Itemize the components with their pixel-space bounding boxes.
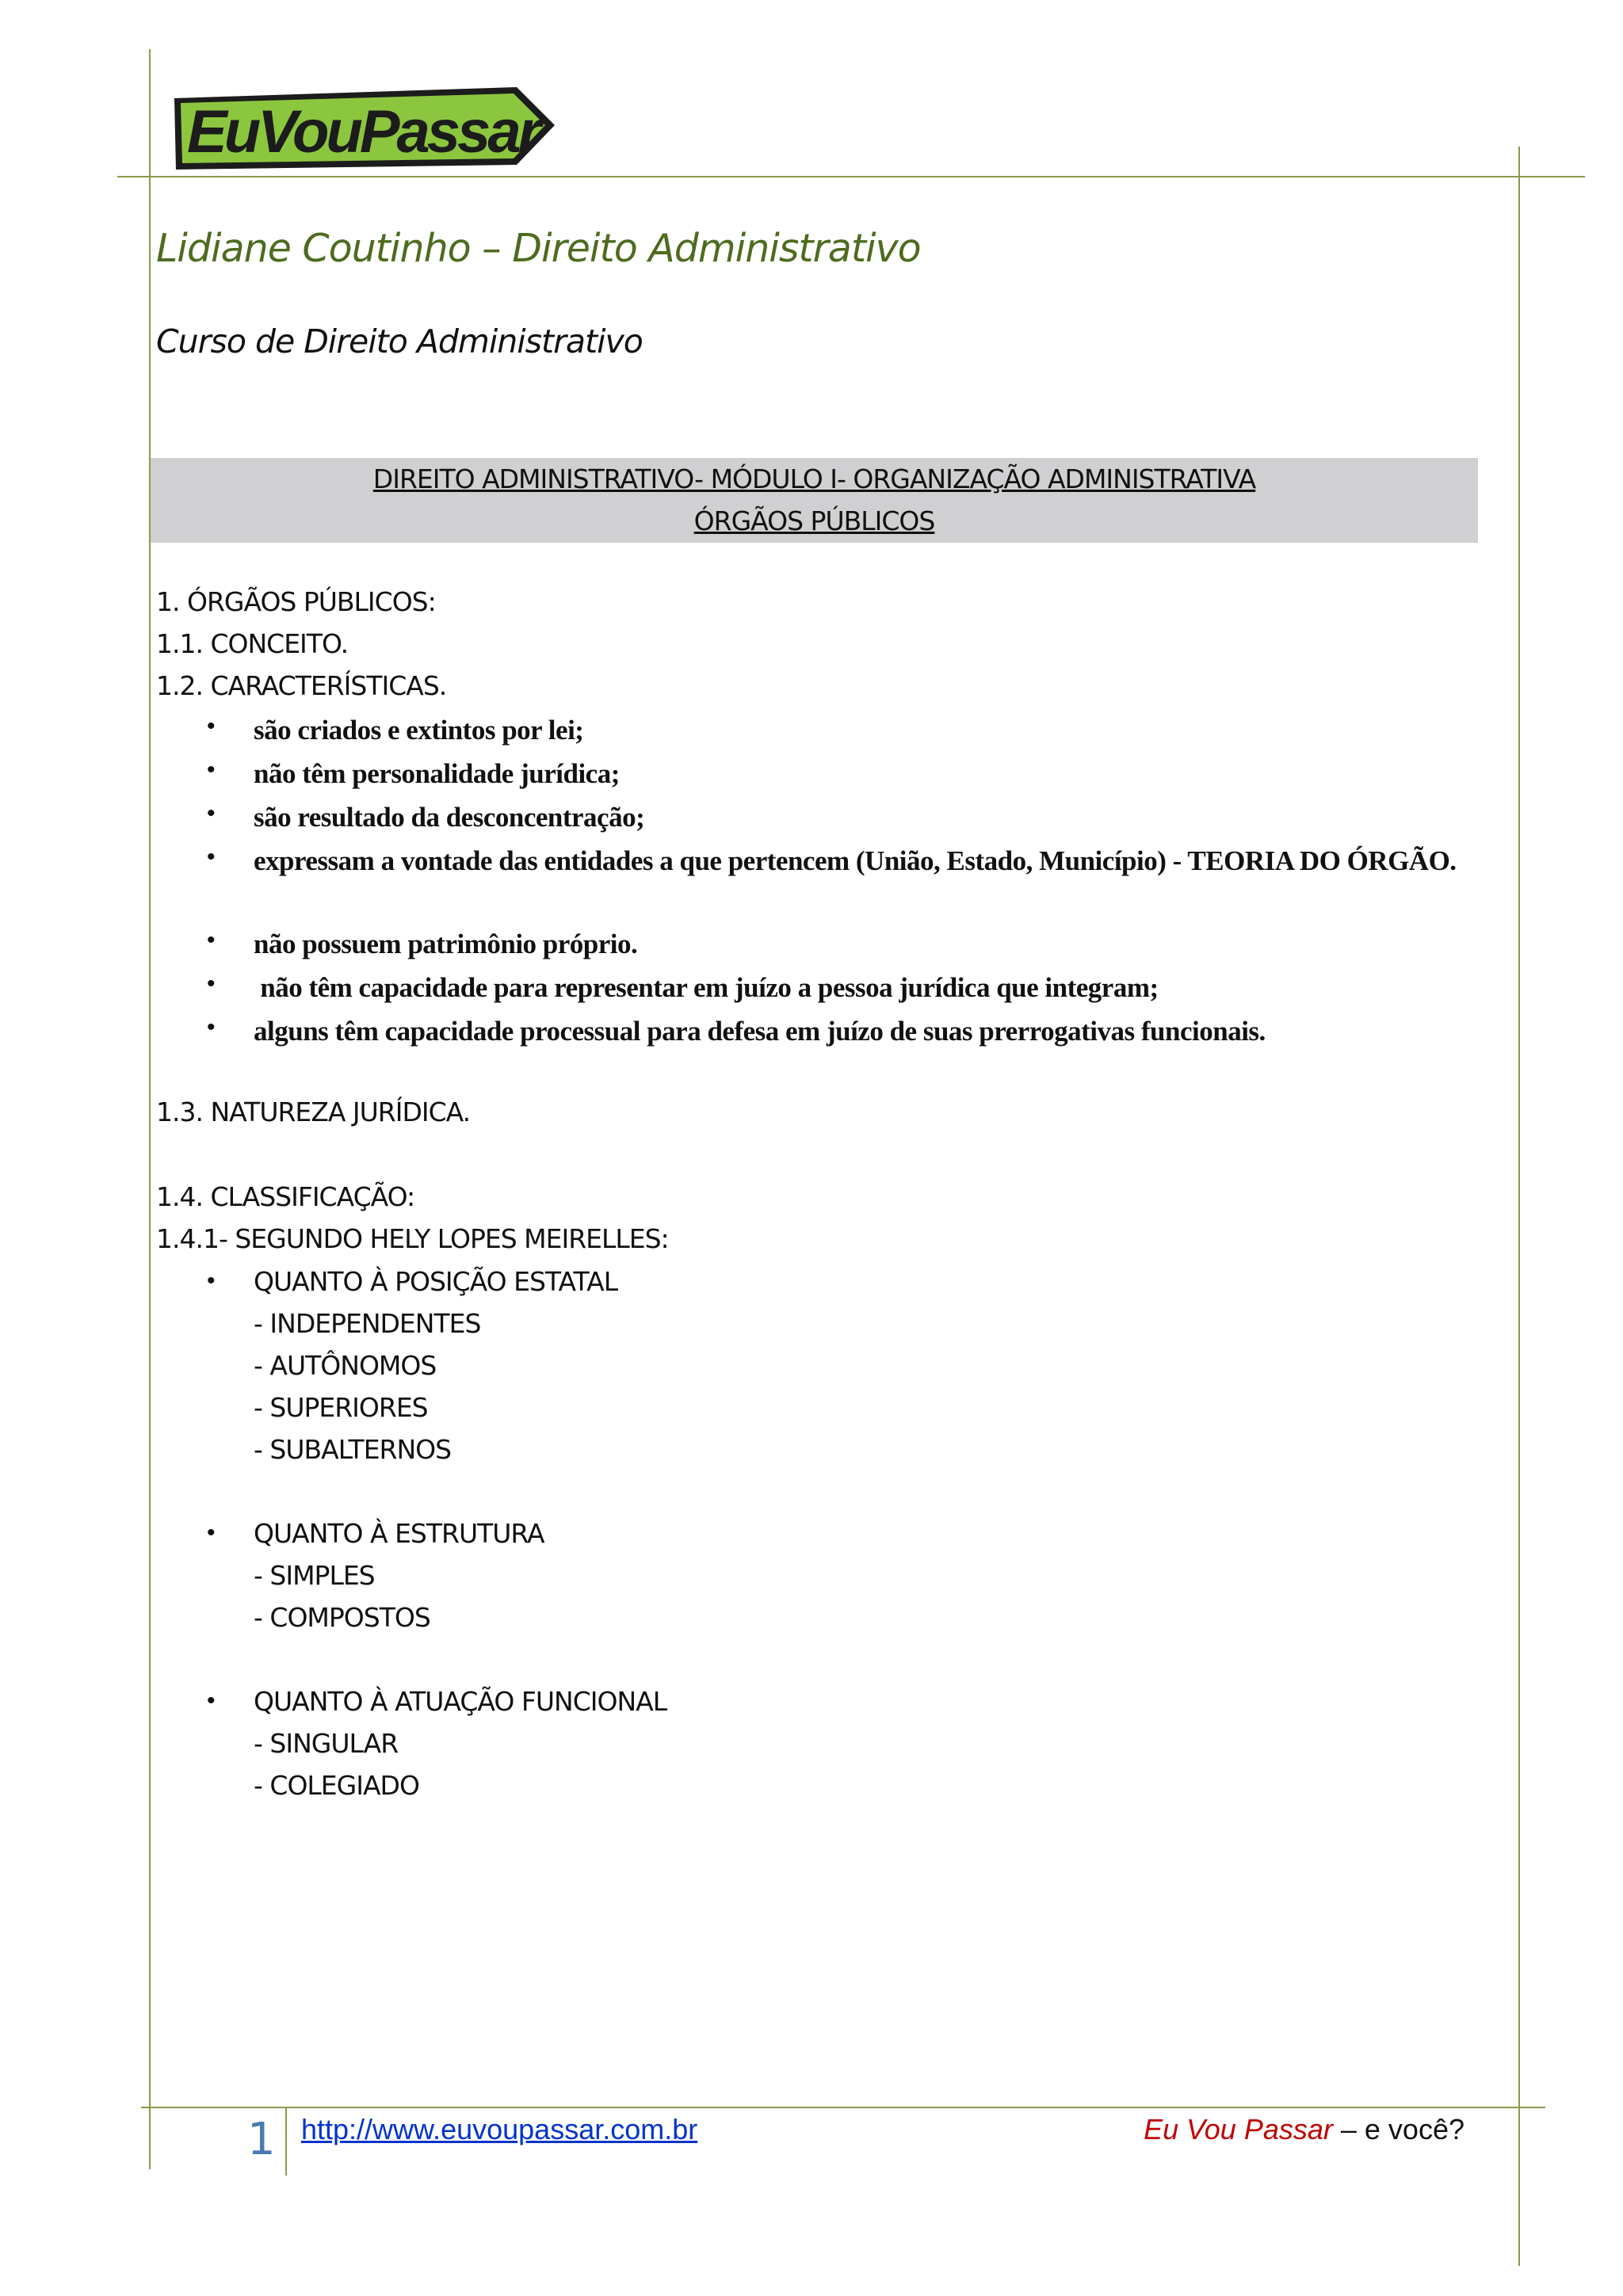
- characteristic-item: são resultado da desconcentração;: [254, 802, 645, 833]
- section-1-2-heading: 1.2. CARACTERÍSTICAS.: [156, 670, 447, 701]
- page-number: 1: [247, 2114, 276, 2165]
- bullet-icon: •: [207, 971, 216, 997]
- classification-item: - SUBALTERNOS: [254, 1434, 452, 1465]
- footer-rule: [141, 2107, 1545, 2108]
- section-1-4-heading: 1.4. CLASSIFICAÇÃO:: [156, 1181, 415, 1212]
- characteristic-item: são criados e extintos por lei;: [254, 715, 584, 746]
- footer-brand: Eu Vou Passar: [1144, 2113, 1333, 2145]
- eu-vou-passar-logo: [168, 76, 564, 179]
- module-banner: [151, 458, 1478, 543]
- classification-item: - SIMPLES: [254, 1560, 375, 1591]
- bullet-icon: •: [207, 1520, 216, 1546]
- classification-heading: QUANTO À ESTRUTURA: [254, 1518, 544, 1549]
- bullet-icon: •: [207, 1014, 216, 1040]
- bullet-icon: •: [207, 1268, 216, 1294]
- bullet-icon: •: [207, 1688, 216, 1714]
- footer-tagline: [1144, 2113, 1465, 2146]
- classification-heading: QUANTO À ATUAÇÃO FUNCIONAL: [254, 1686, 667, 1717]
- bullet-icon: •: [207, 844, 216, 870]
- section-1-heading: 1. ÓRGÃOS PÚBLICOS:: [156, 586, 436, 617]
- characteristic-item: alguns têm capacidade processual para defesa em juízo de suas prerrogativas funcionais.: [254, 1016, 1266, 1047]
- course-title: Curso de Direito Administrativo: [156, 322, 643, 360]
- bullet-icon: •: [207, 713, 216, 739]
- banner-line-1: DIREITO ADMINISTRATIVO- MÓDULO I- ORGANIZAÇÃO ADMINISTRATIVA: [372, 463, 1256, 494]
- author-title: Lidiane Coutinho – Direito Administrativo: [156, 226, 921, 271]
- section-1-4-1-heading: 1.4.1- SEGUNDO HELY LOPES MEIRELLES:: [156, 1223, 669, 1254]
- section-1-1-heading: 1.1. CONCEITO.: [156, 628, 349, 659]
- classification-heading: QUANTO À POSIÇÃO ESTATAL: [254, 1266, 618, 1297]
- classification-item: - COLEGIADO: [254, 1770, 419, 1801]
- svg-text:EuVouPassar: EuVouPassar: [187, 98, 539, 166]
- section-1-3-heading: 1.3. NATUREZA JURÍDICA.: [156, 1097, 471, 1127]
- classification-item: - COMPOSTOS: [254, 1602, 430, 1633]
- footer-tagline-text: – e você?: [1332, 2113, 1465, 2145]
- left-margin-rule: [149, 49, 151, 2169]
- bullet-icon: •: [207, 757, 216, 783]
- characteristic-item: expressam a vontade das entidades a que pertencem (União, Estado, Município) - TEORIA DO ÓRGÃO.: [254, 845, 1457, 876]
- classification-item: - SUPERIORES: [254, 1392, 428, 1423]
- right-margin-rule: [1518, 147, 1520, 2266]
- classification-item: - SINGULAR: [254, 1728, 399, 1759]
- bullet-icon: •: [207, 800, 216, 826]
- banner-line-2: ÓRGÃOS PÚBLICOS: [693, 505, 935, 536]
- characteristic-item: não têm capacidade para representar em juízo a pessoa jurídica que integram;: [254, 972, 1159, 1003]
- classification-item: - INDEPENDENTES: [254, 1308, 481, 1339]
- characteristic-item: não possuem patrimônio próprio.: [254, 929, 638, 959]
- website-link[interactable]: http://www.euvoupassar.com.br: [301, 2113, 698, 2145]
- classification-item: - AUTÔNOMOS: [254, 1350, 437, 1381]
- characteristic-item: não têm personalidade jurídica;: [254, 758, 620, 789]
- bullet-icon: •: [207, 927, 216, 953]
- footer-divider: [285, 2107, 287, 2176]
